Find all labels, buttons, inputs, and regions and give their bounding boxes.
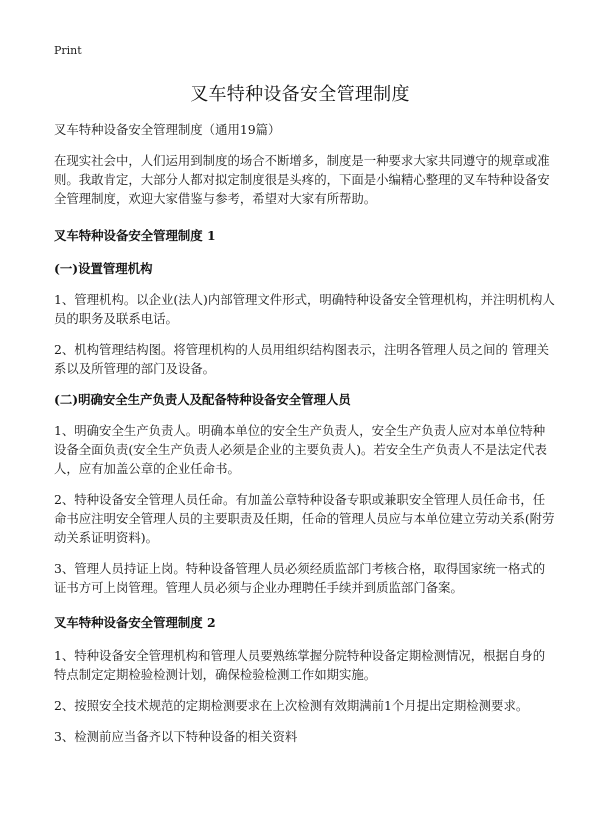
paragraph: 1、明确安全生产负责人。明确本单位的安全生产负责人，安全生产负责人应对本单位特种设备全面负责(安全生产负责人必须是企业的主要负责人)。若安全生产负责人不是法定代表人，应有加盖公章的企业任命书。 — [54, 423, 547, 476]
subsection-2-heading: (二)明确安全生产负责人及配备特种设备安全管理人员 — [54, 392, 351, 407]
document-title: 叉车特种设备安全管理制度 — [190, 84, 410, 105]
subsection-1-heading: (一)设置管理机构 — [54, 261, 153, 276]
intro-paragraph: 在现实社会中，人们运用到制度的场合不断增多，制度是一种要求大家共同遵守的规章或准则。我敢肯定，大部分人都对拟定制度很是头疼的，下面是小编精心整理的叉车特种设备安全管理制度，欢迎大家借鉴与参考，希望对大家有所帮助。 — [54, 153, 550, 206]
paragraph: 1、管理机构。以企业(法人)内部管理文件形式，明确特种设备安全管理机构，并注明机构人员的职务及联系电话。 — [54, 292, 555, 326]
document-subtitle: 叉车特种设备安全管理制度（通用19篇） — [54, 122, 281, 137]
paragraph: 2、按照安全技术规范的定期检测要求在上次检测有效期满前1个月提出定期检测要求。 — [54, 698, 529, 713]
paragraph: 3、管理人员持证上岗。特种设备管理人员必须经质监部门考核合格，取得国家统一格式的证书方可上岗管理。管理人员必须与企业办理聘任手续并到质监部门备案。 — [54, 561, 546, 595]
print-link[interactable]: Print — [54, 44, 82, 57]
paragraph: 2、特种设备安全管理人员任命。有加盖公章特种设备专职或兼职安全管理人员任命书，任命书应注明安全管理人员的主要职责及任期，任命的管理人员应与本单位建立劳动关系(附劳动关系证明资料)。 — [54, 492, 555, 545]
section-1-heading: 叉车特种设备安全管理制度 1 — [54, 228, 216, 243]
document-body — [54, 120, 556, 758]
paragraph: 2、机构管理结构图。将管理机构的人员用组织结构图表示，注明各管理人员之间的 管理关系以及所管理的部门及设备。 — [54, 342, 550, 376]
section-2-heading: 叉车特种设备安全管理制度 2 — [54, 615, 216, 630]
paragraph: 3、检测前应当备齐以下特种设备的相关资料 — [54, 729, 298, 744]
paragraph: 1、特种设备安全管理机构和管理人员要熟练掌握分院特种设备定期检测情况，根据自身的特点制定定期检验检测计划，确保检验检测工作如期实施。 — [54, 648, 546, 682]
